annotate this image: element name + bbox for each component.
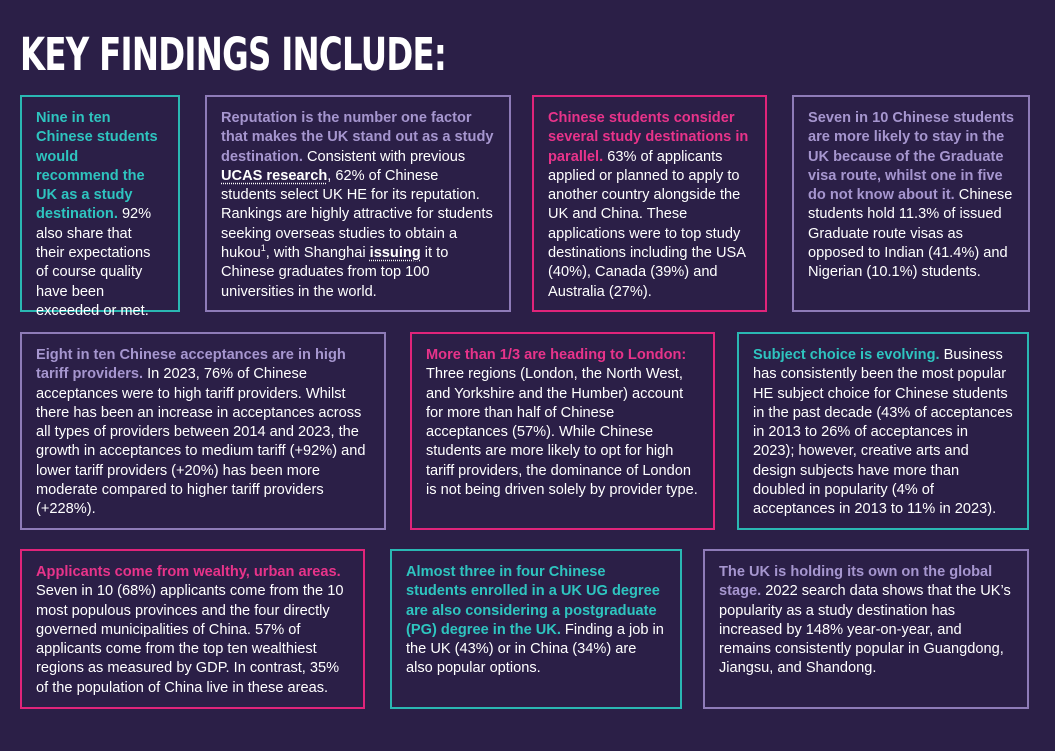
finding-body: 92% also share that their expectations of course quality have been exceeded or met. (36, 206, 152, 319)
finding-lead: Chinese students consider several study destinations in parallel. (548, 110, 749, 165)
finding-lead: Subject choice is evolving. (753, 347, 940, 363)
finding-card-recommend (20, 95, 180, 319)
issuing-link[interactable]: issuing (369, 245, 421, 262)
finding-card-wealthy (20, 549, 365, 709)
finding-body: Seven in 10 (68%) applicants come from the 10 most populous provinces and the four directly governed municipalities of China. 57% of applicants come from the top ten wealthiest regions as measured by GDP. In contrast, 35% of the population of China live in these areas. (36, 583, 344, 696)
finding-card-destinations (532, 95, 767, 312)
finding-lead: Eight in ten Chinese acceptances are in high tariff providers. (36, 347, 346, 383)
finding-card-postgraduate (390, 549, 682, 709)
finding-body: 63% of applicants applied or planned to apply to another country alongside the UK and China. These applications were to top study destinations including the USA (40%), Canada (39%) and Australia (27%). (548, 148, 746, 300)
finding-body: Chinese students hold 11.3% of issued Graduate route visas as opposed to Indian (41.4%) and Nigerian (10.1%) students. (808, 187, 1013, 281)
finding-body: In 2023, 76% of Chinese acceptances were to high tariff providers. Whilst there has been an increase in acceptances across all types of providers between 2014 and 2023, the growth in acceptances to medium tariff (+92%) and lower tariff providers (+20%) has been more moderate compared to higher tariff providers (+228%). (36, 366, 366, 518)
finding-lead: Applicants come from wealthy, urban areas. (36, 564, 341, 580)
finding-card-global (703, 549, 1029, 709)
finding-lead: Seven in 10 Chinese students are more likely to stay in the UK because of the Graduate visa route, whilst one in five do not know about it. (808, 110, 1015, 204)
finding-lead: The UK is holding its own on the global stage. (719, 564, 993, 600)
finding-card-graduate-route (792, 95, 1030, 312)
finding-lead: More than 1/3 are heading to London: (426, 347, 687, 363)
finding-body: , 62% of Chinese students select UK HE for its reputation. Rankings are highly attractive for students seeking overseas studies to obtain a hukou (221, 167, 493, 262)
finding-card-london (410, 332, 715, 530)
page-title: KEY FINDINGS INCLUDE: (20, 28, 447, 81)
finding-card-tariff (20, 332, 386, 530)
finding-body: 2022 search data shows that the UK’s popularity as a study destination has increased by 148% year-on-year, and remains consistently popular in Guangdong, Jiangsu, and Shandong. (719, 583, 1011, 677)
finding-body: , with Shanghai (265, 245, 370, 262)
finding-body: Three regions (London, the North West, and Yorkshire and the Humber) account for more than half of Chinese acceptances (57%). While Chinese students are more likely to opt for high tariff providers, the dominance of London is not being driven solely by provider type. (426, 366, 698, 499)
ucas-research-link[interactable]: UCAS research (221, 167, 328, 184)
finding-body: Finding a job in the UK (43%) or in China (34%) are also popular options. (406, 621, 664, 677)
finding-card-reputation (205, 95, 511, 312)
finding-lead: Nine in ten Chinese students would recommend the UK as a study destination. (36, 110, 158, 223)
finding-body: Business has consistently been the most popular HE subject choice for Chinese students in the past decade (43% of acceptances in 2013 to 26% of acceptances in 2023); however, creative arts and design subjects have more than doubled in popularity (4% of acceptances in 2013 to 11% in 2023). (753, 347, 1013, 518)
finding-lead: Almost three in four Chinese students enrolled in a UK UG degree are also considering a postgraduate (PG) degree in the UK. (406, 564, 660, 638)
footnote-ref: 1 (260, 243, 266, 254)
finding-card-subject (737, 332, 1029, 530)
finding-body: Consistent with previous (302, 148, 466, 165)
finding-lead: Reputation is the number one factor that makes the UK stand out as a study destination. (221, 110, 494, 165)
finding-body: it to Chinese graduates from top 100 universities in the world. (221, 245, 449, 300)
